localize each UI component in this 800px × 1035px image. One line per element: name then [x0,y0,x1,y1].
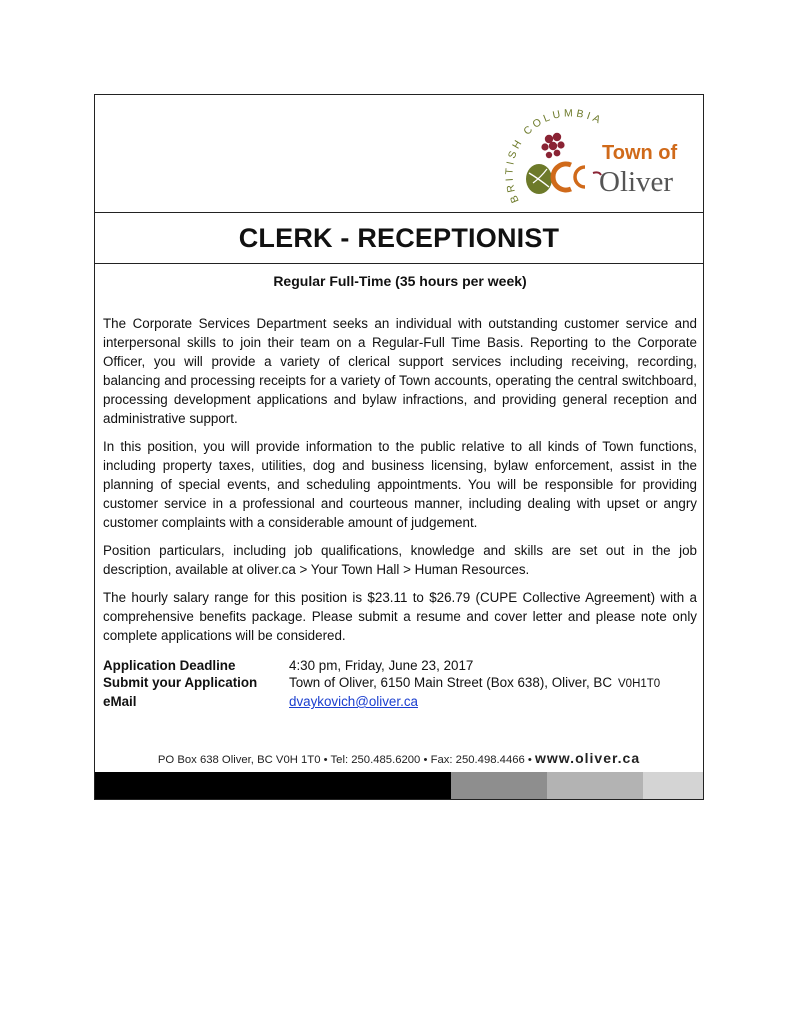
deadline-value: 4:30 pm, Friday, June 23, 2017 [289,658,474,673]
footer-color-bar [95,772,703,799]
logo-line-town-of: Town of [602,142,678,164]
posting-content [103,273,697,710]
deadline-label: Application Deadline [103,658,236,673]
particulars-paragraph: Position particulars, including job qualifications, knowledge and skills are set out in the job description, available at oliver.ca > Your Town Hall > Human Resources. [103,543,697,577]
footer-bar-black [95,772,451,799]
footer-contact-text: PO Box 638 Oliver, BC V0H 1T0 • Tel: 250.485.6200 • Fax: 250.498.4466 • [157,754,532,766]
title-band [95,213,703,264]
footer-bar-light-gray [643,772,703,799]
svg-text:BRITISH COLUMBIA [503,107,605,204]
email-row [103,693,697,710]
submit-value: Town of Oliver, 6150 Main Street (Box 638), Oliver, BC [289,675,613,690]
job-posting-frame [94,94,704,800]
email-link[interactable]: dvaykovich@oliver.ca [289,694,418,709]
submit-address [289,674,697,693]
footer-bar-dark-gray [451,772,547,799]
footer-website: www.oliver.ca [535,750,641,766]
logo-band [95,95,703,213]
application-details [103,657,697,710]
email-label: eMail [103,694,137,709]
town-of-oliver-logo [489,101,689,209]
footer-contact [95,750,703,766]
description-paragraph: The Corporate Services Department seeks an individual with outstanding customer service and interpersonal skills to join their team on a Regular-Full Time Basis. Reporting to the Corporate Officer, you will provide a variety of clerical support services including receiving, recording, balancing and processing receipts for a variety of Town accounts, operating the central switchboard, processing development applications and bylaw infractions, and providing general reception and administrative support. [103,316,697,426]
duties-paragraph: In this position, you will provide information to the public relative to all kinds of Town functions, including property taxes, utilities, dog and business licensing, bylaw enforcement, assist in the planning of special events, and scheduling appointments. You will be responsible for providing customer service in a professional and courteous manner, including dealing with upset or angry customer complaints with a considerable amount of judgement. [103,439,697,530]
position-subtitle: Regular Full-Time (35 hours per week) [273,273,527,289]
deadline-row [103,657,697,674]
logo-arc-text: BRITISH COLUMBIA [503,107,606,205]
salary-paragraph: The hourly salary range for this position is $23.11 to $26.79 (CUPE Collective Agreement) with a comprehensive benefits package. Please submit a resume and cover letter and please note only complete applications will be considered. [103,590,697,643]
submit-postal-code: V0H1T0 [618,678,661,690]
submit-label: Submit your Application [103,675,258,690]
submit-row [103,674,697,693]
page-title: CLERK - RECEPTIONIST [238,222,560,253]
footer-bar-mid-gray [547,772,643,799]
logo-line-oliver: Oliver [599,166,674,198]
